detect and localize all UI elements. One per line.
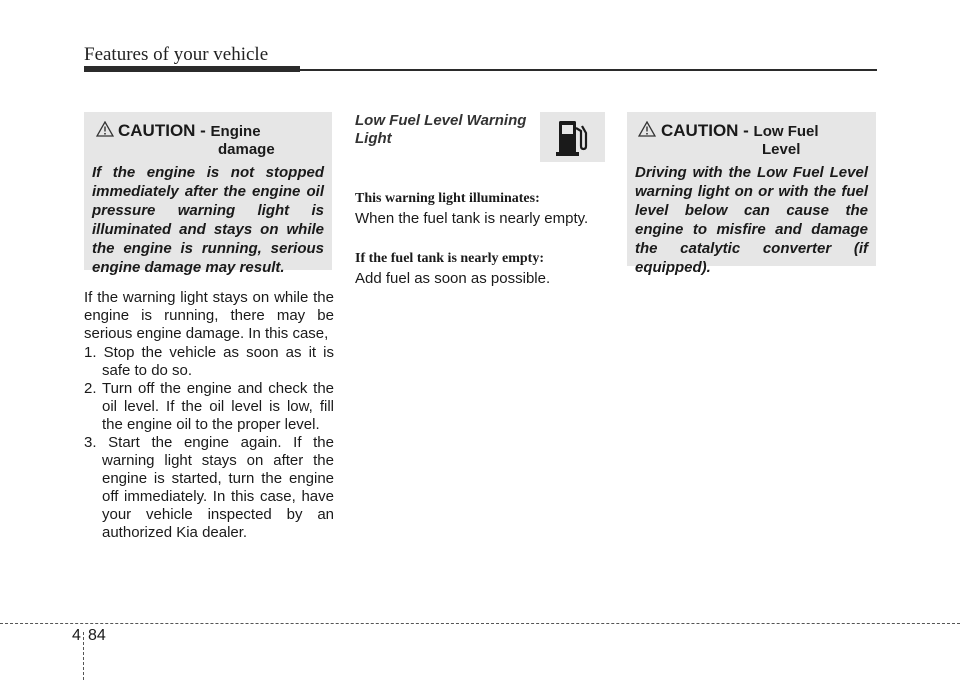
page-number: 84 (88, 627, 106, 644)
warning-triangle-icon (638, 121, 656, 137)
illuminates-heading: This warning light illuminates: (355, 191, 540, 206)
step-item: 1. Stop the vehicle as soon as it is safe to do so. (84, 344, 334, 379)
warning-triangle-icon (96, 121, 114, 137)
page-header-title: Features of your vehicle (84, 44, 269, 65)
caution-topic: Engine (210, 123, 261, 140)
caution-topic-engine-line2: damage (218, 141, 275, 158)
step-item: 3. Start the engine again. If the warning light stays on after the engine is started, turn the engine off immediately. In this case, have your vehicle inspected by an authorized Kia dealer. (84, 434, 334, 541)
caution-heading-engine (118, 121, 261, 141)
step-item: 2. Turn off the engine and check the oil level. If the oil level is low, fill the engine oil to the proper level. (84, 380, 334, 433)
caution-label: CAUTION - (661, 121, 754, 140)
page-section-number: 4 (72, 627, 81, 644)
fuel-pump-icon (540, 112, 605, 162)
footer-vertical-dashed-rule (83, 632, 84, 680)
caution-body-fuel: Driving with the Low Fuel Level warning light on or with the fuel level below can cause the engine to misfire and damage the catalytic converter (if equipped). (635, 164, 868, 276)
header-rule-thick (84, 66, 300, 72)
empty-text: Add fuel as soon as possible. (355, 270, 551, 287)
caution-heading-fuel (661, 121, 819, 141)
caution-topic-fuel-line2: Level (762, 141, 801, 158)
header-rule-thin (300, 69, 877, 71)
fuel-icon-box (540, 112, 605, 162)
caution-body-engine: If the engine is not stopped immediately after the engine oil pressure warning light is illuminated and stays on while the engine is running, serious engine damage may result. (92, 164, 324, 276)
engine-warning-intro: If the warning light stays on while the engine is running, there may be serious engine damage. In this case, (84, 289, 334, 342)
footer-dashed-rule (0, 623, 960, 624)
caution-label: CAUTION - (118, 121, 211, 140)
caution-topic: Low Fuel (753, 123, 819, 140)
illuminates-text: When the fuel tank is nearly empty. (355, 210, 589, 227)
low-fuel-section-title: Low Fuel Level Warning Light (355, 112, 527, 147)
empty-heading: If the fuel tank is nearly empty: (355, 251, 544, 266)
